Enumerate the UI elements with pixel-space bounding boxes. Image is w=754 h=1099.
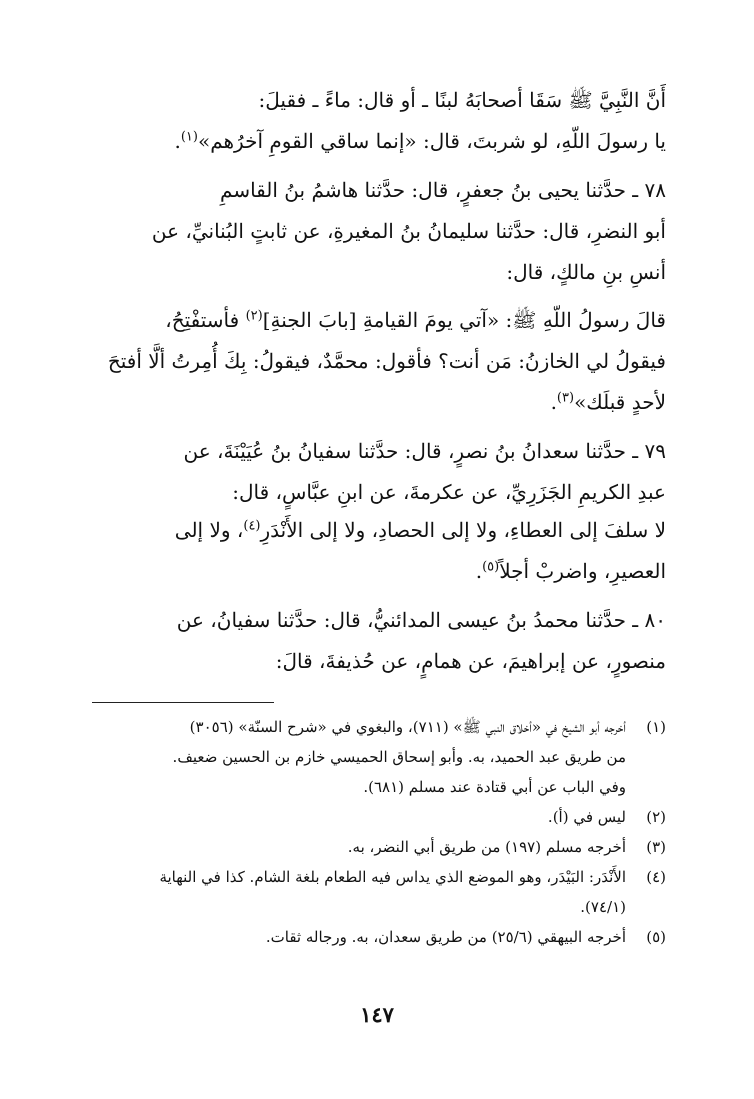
footnote-line: وفي الباب عن أبي قتادة عند مسلم (٦٨١).	[363, 778, 626, 796]
footnote-5	[60, 922, 666, 952]
hadith-78-matn	[74, 300, 666, 423]
main-text	[74, 300, 666, 423]
text-line: ٨٠ ـ حدَّثنا محمدُ بنُ عيسى المدائنيُّ، قال: حدَّثنا سفيانُ، عن	[176, 608, 666, 632]
footnote-3	[60, 832, 666, 862]
text-line: ٧٩ ـ حدَّثنا سعدانُ بنُ نصرٍ، قال: حدَّثنا سفيانُ بنُ عُيَيْنَةَ، عن	[183, 439, 666, 463]
footnote-marker: (٤)	[243, 518, 261, 534]
footnote-marker: (١)	[180, 129, 198, 145]
footnote-marker: (٢)	[245, 308, 263, 324]
footnote-marker: (٥)	[482, 559, 500, 575]
footnote-line: أخرجه مسلم (١٩٧) من طريق أبي النضر، به.	[347, 838, 626, 856]
text-line: أبو النضرِ، قال: حدَّثنا سليمانُ بنُ المغيرةِ، عن ثابتٍ البُنانيِّ، عن	[151, 219, 666, 243]
hadith-77-text	[74, 80, 666, 162]
footnote-line: أخرجه البيهقي (٢٥/٦) من طريق سعدان، به. ورجاله ثقات.	[265, 928, 626, 946]
text-line: منصورٍ، عن إبراهيمَ، عن همامٍ، عن حُذيفةَ، قالَ:	[275, 649, 666, 673]
footnote-number: (١)	[646, 718, 666, 736]
text-line: ٧٨ ـ حدَّثنا يحيى بنُ جعفرٍ، قال: حدَّثنا هاشمُ بنُ القاسمِ	[220, 178, 666, 202]
footnote-2	[60, 802, 666, 832]
footnote-separator	[92, 702, 274, 703]
footnote-number: (٤)	[646, 868, 666, 886]
main-text	[74, 600, 666, 682]
footnote-line: أخرجه أبو الشيخ في «أخلاق النبي ﷺ» (٧١١)، والبغوي في «شرح السنّة» (٣٠٥٦)	[189, 718, 626, 736]
text-line: أَنَّ النَّبِيَّ ﷺ سَقَا أصحابَهُ لبنًا ـ أو قال: ماءً ـ فقيلَ:	[258, 88, 666, 112]
text-line: يا رسولَ اللّهِ، لو شربتَ، قال: «إنما ساقي القومِ آخرُهم»$^{(١)}$.	[174, 129, 666, 153]
footnote-number: (٥)	[646, 928, 666, 946]
footnote-4	[60, 862, 666, 922]
text-line: عبدِ الكريمِ الجَزَرِيِّ، عن عكرمةَ، عن ابنِ عبَّاسٍ، قال:	[232, 480, 666, 504]
main-text	[74, 170, 666, 293]
footnote-body	[60, 832, 626, 862]
main-text	[74, 510, 666, 592]
text-line: فيقولُ لي الخازنُ: مَن أنت؟ فأقول: محمَّدٌ، فيقولُ: بِكَ أُمِرتُ ألَّا أفتحَ	[107, 349, 666, 373]
text-line: العصيرِ، واضربْ أجلاً$^{(٥)}$.	[475, 559, 666, 583]
hadith-80-isnad	[74, 600, 666, 682]
footnote-line: ليس في (أ).	[547, 808, 626, 826]
footnote-number: (٣)	[646, 838, 666, 856]
footnote-body	[60, 922, 626, 952]
text-line: لا سلفَ إلى العطاءِ، ولا إلى الحصادِ، ولا إلى الأَنْدَرِ$^{(٤)}$، ولا إلى	[174, 518, 666, 542]
footnote-line: (٧٤/١).	[580, 898, 626, 916]
footnotes	[60, 712, 666, 952]
text-line: لأحدٍ قبلَك»$^{(٣)}$.	[550, 390, 666, 414]
footnote-number: (٢)	[646, 808, 666, 826]
footnote-line: من طريق عبد الحميد، به. وأبو إسحاق الحميسي خازم بن الحسين ضعيف.	[172, 748, 626, 766]
page-number: ١٤٧	[360, 1002, 394, 1027]
footnote-body	[60, 712, 626, 802]
hadith-79-matn	[74, 510, 666, 592]
footnote-body	[60, 862, 626, 922]
footnote-1	[60, 712, 666, 802]
footnote-body	[60, 802, 626, 832]
text-line: قالَ رسولُ اللّهِ ﷺ: «آتي يومَ القيامةِ [بابَ الجنةِ]$^{(٢)}$ فأستفْتِحُ،	[165, 308, 666, 332]
footnote-marker: (٣)	[556, 390, 575, 406]
footnote-line: الأَنْدَر: البَيْدَر، وهو الموضع الذي يداس فيه الطعام بلغة الشام. كذا في النهاية	[159, 868, 626, 886]
hadith-79-isnad	[74, 431, 666, 513]
main-text	[74, 431, 666, 513]
text-line: أنسِ بنِ مالكٍ، قال:	[506, 260, 666, 284]
main-text	[74, 80, 666, 162]
hadith-78-isnad	[74, 170, 666, 293]
